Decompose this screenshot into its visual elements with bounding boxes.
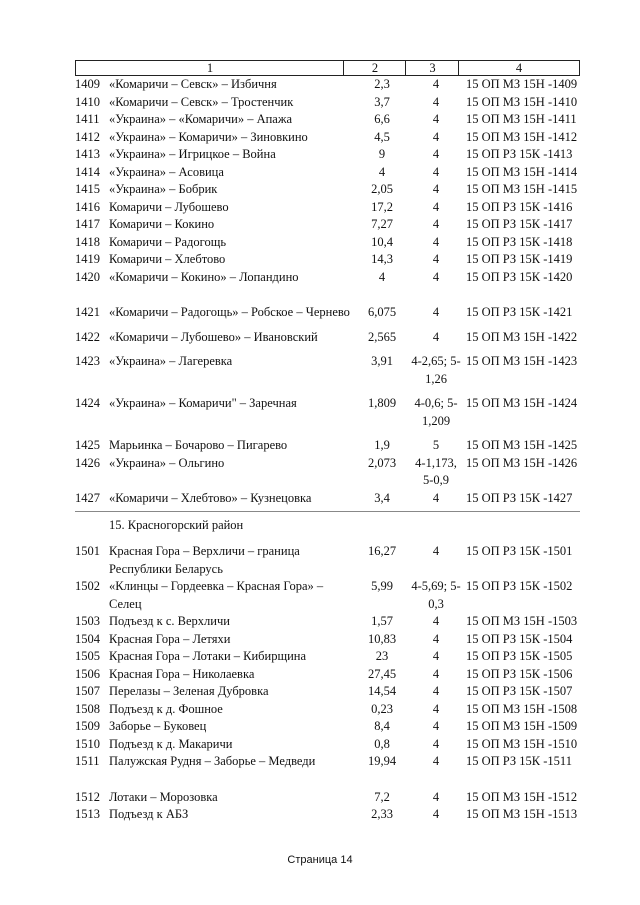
- row-number: 1509: [75, 719, 100, 733]
- road-name: Красная Гора – Летяхи: [109, 631, 231, 646]
- row-group: [75, 789, 580, 824]
- road-name: Подъезд к д. Фошное: [109, 701, 223, 716]
- row-group: [75, 543, 580, 771]
- table-row: [75, 94, 580, 112]
- road-code: 15 ОП МЗ 15Н -1513: [466, 807, 578, 821]
- road-code: 15 ОП МЗ 15Н -1414: [466, 164, 578, 179]
- row-number: 1417: [75, 217, 100, 231]
- row-number: 1420: [75, 269, 100, 284]
- road-category: 4: [432, 719, 440, 733]
- row-number: 1415: [75, 182, 100, 196]
- table-row: [75, 304, 580, 322]
- row-number: 1503: [75, 614, 100, 628]
- row-number: 1414: [75, 164, 100, 179]
- road-category: 4: [432, 544, 440, 558]
- row-number: 1427: [75, 490, 100, 505]
- table-row: [75, 490, 580, 508]
- spacer: [75, 771, 580, 789]
- road-code: 15 ОП РЗ 15К -1501: [466, 544, 573, 558]
- road-length: 23: [375, 649, 389, 663]
- road-length: 4,5: [374, 129, 390, 144]
- row-number: 1512: [75, 789, 100, 804]
- table-row: [75, 753, 580, 771]
- road-length: 27,45: [367, 666, 397, 681]
- table-row: [75, 683, 580, 701]
- road-name: Палужская Рудня – Заборье – Медведи: [109, 754, 316, 768]
- road-name: Комаричи – Кокино: [109, 217, 215, 231]
- road-category: 4: [432, 789, 440, 804]
- road-length: 9: [378, 147, 386, 161]
- road-code: 15 ОП РЗ 15К -1502: [466, 579, 573, 593]
- road-code: 15 ОП МЗ 15Н -1426: [466, 455, 578, 470]
- road-category: 4: [432, 684, 440, 698]
- road-category: 4: [432, 252, 440, 266]
- road-name: «Украина» – Бобрик: [109, 182, 218, 196]
- row-number: 1422: [75, 329, 100, 344]
- road-code: 15 ОП РЗ 15К -1504: [466, 631, 573, 646]
- road-name: «Комаричи – Кокино» – Лопандино: [109, 269, 299, 284]
- road-category: 4: [432, 614, 440, 628]
- road-length: 3,7: [374, 94, 390, 109]
- row-number: 1502: [75, 579, 100, 593]
- row-group: [75, 304, 580, 507]
- table-row: [75, 329, 580, 347]
- road-length: 2,565: [367, 329, 397, 344]
- road-length: 2,073: [367, 455, 397, 470]
- road-name: «Украина» – Комаричи" – Заречная: [109, 396, 297, 410]
- table-row: [75, 164, 580, 182]
- road-name: Марьинка – Бочарово – Пигарево: [109, 438, 288, 452]
- road-code: 15 ОП РЗ 15К -1506: [466, 666, 573, 681]
- row-number: 1424: [75, 396, 100, 410]
- table-row: [75, 736, 580, 754]
- row-number: 1507: [75, 684, 100, 698]
- table-row: [75, 216, 580, 234]
- spacer: [75, 286, 580, 304]
- road-code: 15 ОП РЗ 15К -1421: [466, 305, 573, 319]
- road-code: 15 ОП МЗ 15Н -1508: [466, 701, 578, 716]
- spacer: [75, 430, 580, 437]
- row-number: 1412: [75, 129, 100, 144]
- spacer: [75, 322, 580, 329]
- roads-table: [75, 60, 580, 824]
- table-row: [75, 234, 580, 252]
- road-length: 10,83: [367, 631, 397, 646]
- road-length: 14,54: [367, 684, 397, 698]
- road-length: 4: [378, 164, 386, 179]
- page-number: Страница 14: [287, 854, 353, 866]
- road-name: «Украина» – Асовица: [109, 164, 224, 179]
- road-category: 4: [432, 77, 440, 91]
- road-length: 5,99: [371, 579, 393, 593]
- table-row: [75, 789, 580, 807]
- road-code: 15 ОП МЗ 15Н -1510: [466, 736, 578, 751]
- road-category: 5: [432, 438, 440, 452]
- road-length: 10,4: [371, 234, 393, 249]
- section-divider: [75, 511, 580, 512]
- road-length: 16,27: [367, 544, 397, 558]
- road-code: 15 ОП МЗ 15Н -1422: [466, 329, 578, 344]
- row-number: 1418: [75, 234, 100, 249]
- header-col-4: 4: [515, 61, 523, 75]
- row-number: 1425: [75, 438, 100, 452]
- road-code: 15 ОП МЗ 15Н -1423: [466, 354, 578, 368]
- road-length: 2,05: [371, 182, 393, 196]
- row-number: 1419: [75, 252, 100, 266]
- road-code: 15 ОП РЗ 15К -1419: [466, 252, 573, 266]
- road-category: 4: [432, 305, 440, 319]
- road-code: 15 ОП РЗ 15К -1507: [466, 684, 573, 698]
- road-code: 15 ОП МЗ 15Н -1415: [466, 182, 578, 196]
- table-row: [75, 631, 580, 649]
- table-row: [75, 76, 580, 94]
- road-category: 4-0,6; 5-1,209: [414, 396, 458, 428]
- table-row: [75, 395, 580, 430]
- header-divider: [405, 61, 406, 75]
- road-code: 15 ОП РЗ 15К -1511: [466, 754, 572, 768]
- road-name: Комаричи – Лубошево: [109, 199, 229, 214]
- table-row: [75, 666, 580, 684]
- table-row: [75, 648, 580, 666]
- spacer: [75, 534, 580, 543]
- road-category: 4: [432, 129, 440, 144]
- row-number: 1423: [75, 354, 100, 368]
- road-name: «Комаричи – Севск» – Избичня: [109, 77, 277, 91]
- road-category: 4: [432, 182, 440, 196]
- table-header: [75, 60, 580, 76]
- road-code: 15 ОП МЗ 15Н -1411: [466, 112, 577, 126]
- table-row: [75, 806, 580, 824]
- spacer: [75, 388, 580, 395]
- road-code: 15 ОП МЗ 15Н -1425: [466, 438, 578, 452]
- road-category: 4: [432, 217, 440, 231]
- road-length: 17,2: [371, 199, 393, 214]
- road-length: 3,4: [374, 490, 390, 505]
- road-name: Заборье – Буковец: [109, 719, 207, 733]
- road-name: Комаричи – Радогощь: [109, 234, 227, 249]
- table-row: [75, 455, 580, 490]
- row-number: 1426: [75, 455, 100, 470]
- table-row: [75, 613, 580, 631]
- road-category: 4: [432, 807, 440, 821]
- row-number: 1421: [75, 305, 100, 319]
- road-name: «Комаричи – Хлебтово» – Кузнецовка: [109, 490, 312, 505]
- road-length: 7,27: [371, 217, 393, 231]
- road-name: «Комаричи – Севск» – Тростенчик: [109, 94, 294, 109]
- road-category: 4: [432, 649, 440, 663]
- road-code: 15 ОП МЗ 15Н -1412: [466, 129, 578, 144]
- row-group: [75, 76, 580, 286]
- row-number: 1501: [75, 544, 100, 558]
- road-length: 19,94: [367, 754, 397, 768]
- table-row: [75, 353, 580, 388]
- road-name: Подъезд к д. Макаричи: [109, 736, 233, 751]
- road-category: 4: [432, 701, 440, 716]
- road-length: 7,2: [374, 789, 390, 804]
- road-category: 4-5,69; 5-0,3: [411, 579, 461, 611]
- road-length: 4: [378, 269, 386, 284]
- road-length: 3,91: [371, 354, 393, 368]
- row-number: 1511: [75, 754, 100, 768]
- road-length: 0,23: [371, 701, 393, 716]
- road-name: «Украина» – Комаричи» – Зиновкино: [109, 129, 308, 144]
- road-code: 15 ОП РЗ 15К -1505: [466, 649, 573, 663]
- road-length: 1,9: [374, 438, 390, 452]
- road-category: 4: [432, 164, 440, 179]
- header-col-2: 2: [371, 61, 379, 75]
- road-category: 4: [432, 329, 440, 344]
- road-category: 4: [432, 269, 440, 284]
- road-category: 4: [432, 94, 440, 109]
- table-row: [75, 718, 580, 736]
- road-name: «Комаричи – Лубошево» – Ивановский: [109, 329, 318, 344]
- road-category: 4: [432, 754, 440, 768]
- header-divider: [458, 61, 459, 75]
- table-row: [75, 701, 580, 719]
- road-length: 6,6: [374, 112, 390, 126]
- road-name: Комаричи – Хлебтово: [109, 252, 226, 266]
- road-name: Подъезд к АБЗ: [109, 807, 189, 821]
- road-name: «Украина» – Ольгино: [109, 455, 225, 470]
- road-length: 6,075: [367, 305, 397, 319]
- road-name: Перелазы – Зеленая Дубровка: [109, 684, 269, 698]
- road-name: «Комаричи – Радогощь» – Робское – Чернево: [109, 305, 350, 319]
- header-divider: [343, 61, 344, 75]
- table-row: [75, 199, 580, 217]
- spacer: [75, 346, 580, 353]
- road-code: 15 ОП РЗ 15К -1427: [466, 490, 573, 505]
- road-length: 1,57: [371, 614, 393, 628]
- road-length: 2,3: [374, 77, 390, 91]
- road-code: 15 ОП МЗ 15Н -1410: [466, 94, 578, 109]
- road-category: 4: [432, 234, 440, 249]
- road-name: «Украина» – «Комаричи» – Апажа: [109, 112, 293, 126]
- table-row: [75, 578, 580, 613]
- road-code: 15 ОП МЗ 15Н -1512: [466, 789, 578, 804]
- road-category: 4: [432, 631, 440, 646]
- road-code: 15 ОП РЗ 15К -1417: [466, 217, 573, 231]
- table-row: [75, 146, 580, 164]
- road-code: 15 ОП РЗ 15К -1416: [466, 199, 573, 214]
- row-number: 1506: [75, 666, 100, 681]
- row-number: 1413: [75, 147, 100, 161]
- road-category: 4: [432, 199, 440, 214]
- road-category: 4: [432, 112, 440, 126]
- road-code: 15 ОП РЗ 15К -1420: [466, 269, 573, 284]
- row-number: 1410: [75, 94, 100, 109]
- road-category: 4: [432, 736, 440, 751]
- road-category: 4-2,65; 5-1,26: [411, 354, 461, 386]
- table-row: [75, 111, 580, 129]
- table-row: [75, 437, 580, 455]
- road-code: 15 ОП РЗ 15К -1418: [466, 234, 573, 249]
- row-number: 1409: [75, 77, 100, 91]
- table-row: [75, 543, 580, 578]
- header-col-3: 3: [429, 61, 436, 75]
- row-number: 1411: [75, 112, 100, 126]
- row-number: 1510: [75, 736, 100, 751]
- road-length: 1,809: [367, 396, 397, 410]
- row-number: 1504: [75, 631, 100, 646]
- row-number: 1505: [75, 649, 100, 663]
- header-col-1: 1: [206, 61, 214, 75]
- table-row: [75, 251, 580, 269]
- road-code: 15 ОП МЗ 15Н -1424: [466, 396, 578, 410]
- road-name: «Украина» – Игрицкое – Война: [109, 147, 276, 161]
- road-length: 2,33: [371, 807, 393, 821]
- road-category: 4: [432, 147, 440, 161]
- row-number: 1508: [75, 701, 100, 716]
- road-name: «Украина» – Лагеревка: [109, 354, 233, 368]
- road-category: 4-1,173, 5-0,9: [415, 455, 457, 487]
- road-category: 4: [432, 666, 440, 681]
- section-title: 15. Красногорский район: [109, 518, 244, 532]
- road-name: Лотаки – Морозовка: [109, 789, 218, 804]
- road-name: Красная Гора – Верхличи – граница Республики Беларусь: [109, 544, 300, 576]
- road-code: 15 ОП МЗ 15Н -1509: [466, 719, 578, 733]
- table-row: [75, 181, 580, 199]
- table-row: [75, 129, 580, 147]
- road-category: 4: [432, 490, 440, 505]
- road-name: «Клинцы – Гордеевка – Красная Гора» – Селец: [109, 579, 324, 611]
- road-length: 8,4: [374, 719, 390, 733]
- row-number: 1416: [75, 199, 100, 214]
- road-name: Красная Гора – Николаевка: [109, 666, 255, 681]
- road-length: 0,8: [374, 736, 390, 751]
- road-length: 14,3: [371, 252, 393, 266]
- table-row: [75, 269, 580, 287]
- road-name: Подъезд к с. Верхличи: [109, 614, 230, 628]
- road-code: 15 ОП РЗ 15К -1413: [466, 147, 573, 161]
- road-name: Красная Гора – Лотаки – Кибирщина: [109, 649, 307, 663]
- road-code: 15 ОП МЗ 15Н -1409: [466, 77, 578, 91]
- road-code: 15 ОП МЗ 15Н -1503: [466, 614, 578, 628]
- row-number: 1513: [75, 807, 100, 821]
